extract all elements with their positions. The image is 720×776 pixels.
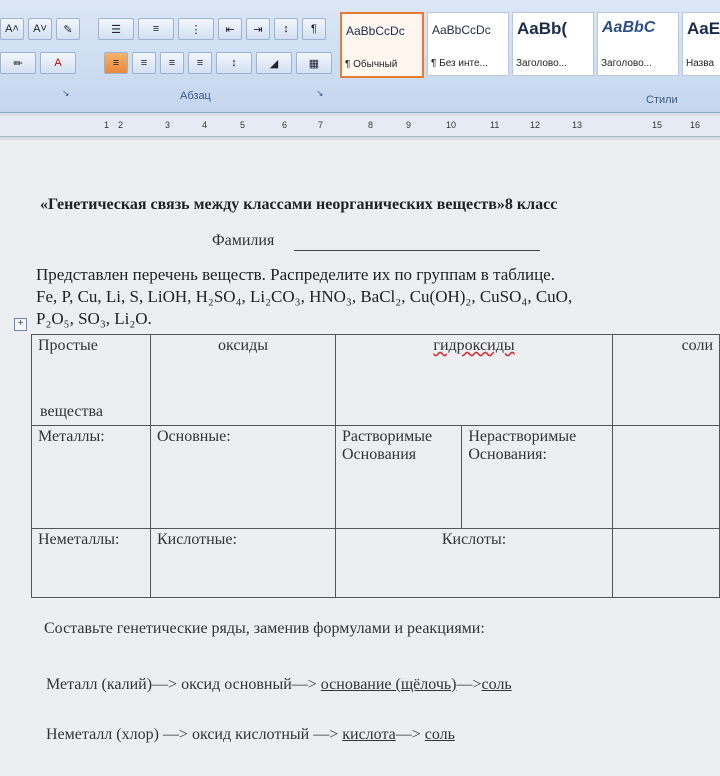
- line-spacing-icon[interactable]: ↕: [216, 52, 252, 74]
- table-cell[interactable]: [336, 529, 613, 598]
- cell-insoluble-1: Нерастворимые: [468, 428, 577, 445]
- style-sample: AaBb(: [517, 19, 568, 38]
- cell-nonmetals: Неметаллы:: [38, 531, 120, 548]
- numbering-icon[interactable]: ≡: [138, 18, 174, 40]
- table-cell[interactable]: [462, 426, 613, 529]
- ruler-tick: 4: [202, 120, 208, 130]
- cell-metals: Металлы:: [38, 428, 105, 445]
- intro-block: [36, 264, 706, 330]
- genetic-series-1: [46, 676, 512, 694]
- table-move-handle-icon[interactable]: +: [14, 318, 27, 331]
- table-row: [32, 335, 720, 426]
- horizontal-ruler[interactable]: [0, 116, 720, 137]
- style-sample: AaBbCcDc: [346, 24, 405, 38]
- intro-text: Представлен перечень веществ. Распределите их по группам в таблице.: [36, 265, 555, 284]
- decrease-indent-icon[interactable]: ⇤: [218, 18, 242, 40]
- ruler-tick: 1: [104, 120, 110, 130]
- cell-insoluble-2: Основания:: [468, 446, 547, 463]
- ruler-tick: 11: [490, 120, 500, 130]
- header-salts: соли: [681, 337, 713, 354]
- ruler-tick: 6: [282, 120, 288, 130]
- surname-label: Фамилия: [212, 232, 275, 249]
- header-hydroxides: гидроксиды: [433, 337, 515, 354]
- font-dialog-launcher-icon[interactable]: ↘: [62, 88, 70, 98]
- series2-part-d: соль: [424, 726, 455, 743]
- task-instruction: Составьте генетические ряды, заменив формулами и реакциями:: [44, 620, 485, 637]
- style-name: Заголово...: [516, 58, 567, 69]
- style-name: ¶ Без инте...: [431, 58, 488, 69]
- table-cell[interactable]: [151, 529, 336, 598]
- increase-indent-icon[interactable]: ⇥: [246, 18, 270, 40]
- multilevel-icon[interactable]: ⋮: [178, 18, 214, 40]
- table-cell[interactable]: [151, 426, 336, 529]
- ruler-tick: 7: [318, 120, 324, 130]
- ruler-tick: 12: [530, 120, 541, 130]
- sort-icon[interactable]: ↕: [274, 18, 298, 40]
- substances-line-1: Fe, P, Cu, Li, S, LiOH, H₂SO₄, Li₂CO₃, HNO₃, BaCl₂, Cu(OH)₂, CuSO₄, CuO,: [36, 287, 573, 306]
- ruler-tick: 15: [652, 120, 663, 130]
- cell-acidic-oxides: Кислотные:: [157, 531, 237, 548]
- font-color-icon[interactable]: A: [40, 52, 76, 74]
- cell-acids: Кислоты:: [441, 531, 507, 548]
- header-simple-2: вещества: [40, 403, 103, 420]
- ruler-tick: 3: [165, 120, 171, 130]
- table-cell[interactable]: [336, 335, 613, 426]
- table-cell[interactable]: [613, 426, 720, 529]
- series1-part-a: Металл (калий)—> оксид основный—>: [46, 676, 321, 693]
- ruler-tick: 5: [240, 120, 246, 130]
- borders-icon[interactable]: ▦: [296, 52, 332, 74]
- table-cell[interactable]: [32, 426, 151, 529]
- styles-group-label: Стили: [646, 94, 678, 106]
- styles-gallery: [340, 12, 720, 78]
- genetic-series-2: [46, 726, 455, 744]
- align-left-icon[interactable]: ≡: [104, 52, 128, 74]
- classification-table: [31, 334, 720, 598]
- ruler-tick: 10: [446, 120, 457, 130]
- table-cell[interactable]: [613, 335, 720, 426]
- table-cell[interactable]: [336, 426, 462, 529]
- ruler-tick: 13: [572, 120, 583, 130]
- style-sample: AaBbC: [602, 19, 656, 36]
- font-row-2: [0, 50, 332, 76]
- surname-blank-line[interactable]: [294, 250, 540, 251]
- ruler-tick: 2: [118, 120, 124, 130]
- header-simple-1: Простые: [38, 337, 98, 354]
- bullets-icon[interactable]: ☰: [98, 18, 134, 40]
- series2-part-a: Неметалл (хлор) —> оксид кислотный —>: [46, 726, 343, 743]
- font-row-1: [0, 16, 326, 42]
- style-heading-1[interactable]: [512, 12, 594, 76]
- paragraph-group-label: Абзац: [180, 90, 211, 102]
- table-cell[interactable]: [151, 335, 336, 426]
- substances-line-2: P₂O₅, SO₃, Li₂O.: [36, 309, 152, 328]
- style-name: Заголово...: [601, 58, 652, 69]
- ribbon: [0, 0, 720, 113]
- style-sample: AaBbCcDc: [432, 23, 491, 37]
- highlight-icon[interactable]: ✏: [0, 52, 36, 74]
- ruler-tick: 16: [690, 120, 701, 130]
- cell-basic-oxides: Основные:: [157, 428, 231, 445]
- ruler-tick: 9: [406, 120, 412, 130]
- align-center-icon[interactable]: ≡: [132, 52, 156, 74]
- style-heading-2[interactable]: [597, 12, 679, 76]
- series1-part-b: основание (щёлочь): [320, 676, 457, 693]
- cell-soluble-2: Основания: [342, 446, 417, 463]
- justify-icon[interactable]: ≡: [188, 52, 212, 74]
- style-sample: AaE: [687, 19, 720, 38]
- style-normal[interactable]: [340, 12, 424, 78]
- style-name: Назва: [686, 58, 715, 69]
- paragraph-dialog-launcher-icon[interactable]: ↘: [316, 88, 324, 98]
- shrink-font-button[interactable]: A˅: [28, 18, 52, 40]
- table-cell[interactable]: [32, 335, 151, 426]
- table-row: [32, 529, 720, 598]
- table-cell[interactable]: [32, 529, 151, 598]
- series2-part-b: кислота: [342, 726, 396, 743]
- header-oxides: оксиды: [218, 337, 268, 354]
- table-cell[interactable]: [613, 529, 720, 598]
- cell-soluble-1: Растворимые: [342, 428, 433, 445]
- series2-part-c: —>: [395, 726, 425, 743]
- document-page[interactable]: [0, 140, 720, 776]
- clear-format-icon[interactable]: ✎: [56, 18, 80, 40]
- series1-part-c: —>: [456, 676, 482, 693]
- page-title: «Генетическая связь между классами неорганических веществ»8 класс: [40, 196, 558, 213]
- ruler-tick: 8: [368, 120, 374, 130]
- style-no-spacing[interactable]: [427, 12, 509, 76]
- table-row: [32, 426, 720, 529]
- pilcrow-icon[interactable]: ¶: [302, 18, 326, 40]
- shading-icon[interactable]: ◢: [256, 52, 292, 74]
- style-name: ¶ Обычный: [345, 59, 398, 70]
- grow-font-button[interactable]: A˄: [0, 18, 24, 40]
- series1-part-d: соль: [481, 676, 512, 693]
- align-right-icon[interactable]: ≡: [160, 52, 184, 74]
- style-title[interactable]: [682, 12, 720, 76]
